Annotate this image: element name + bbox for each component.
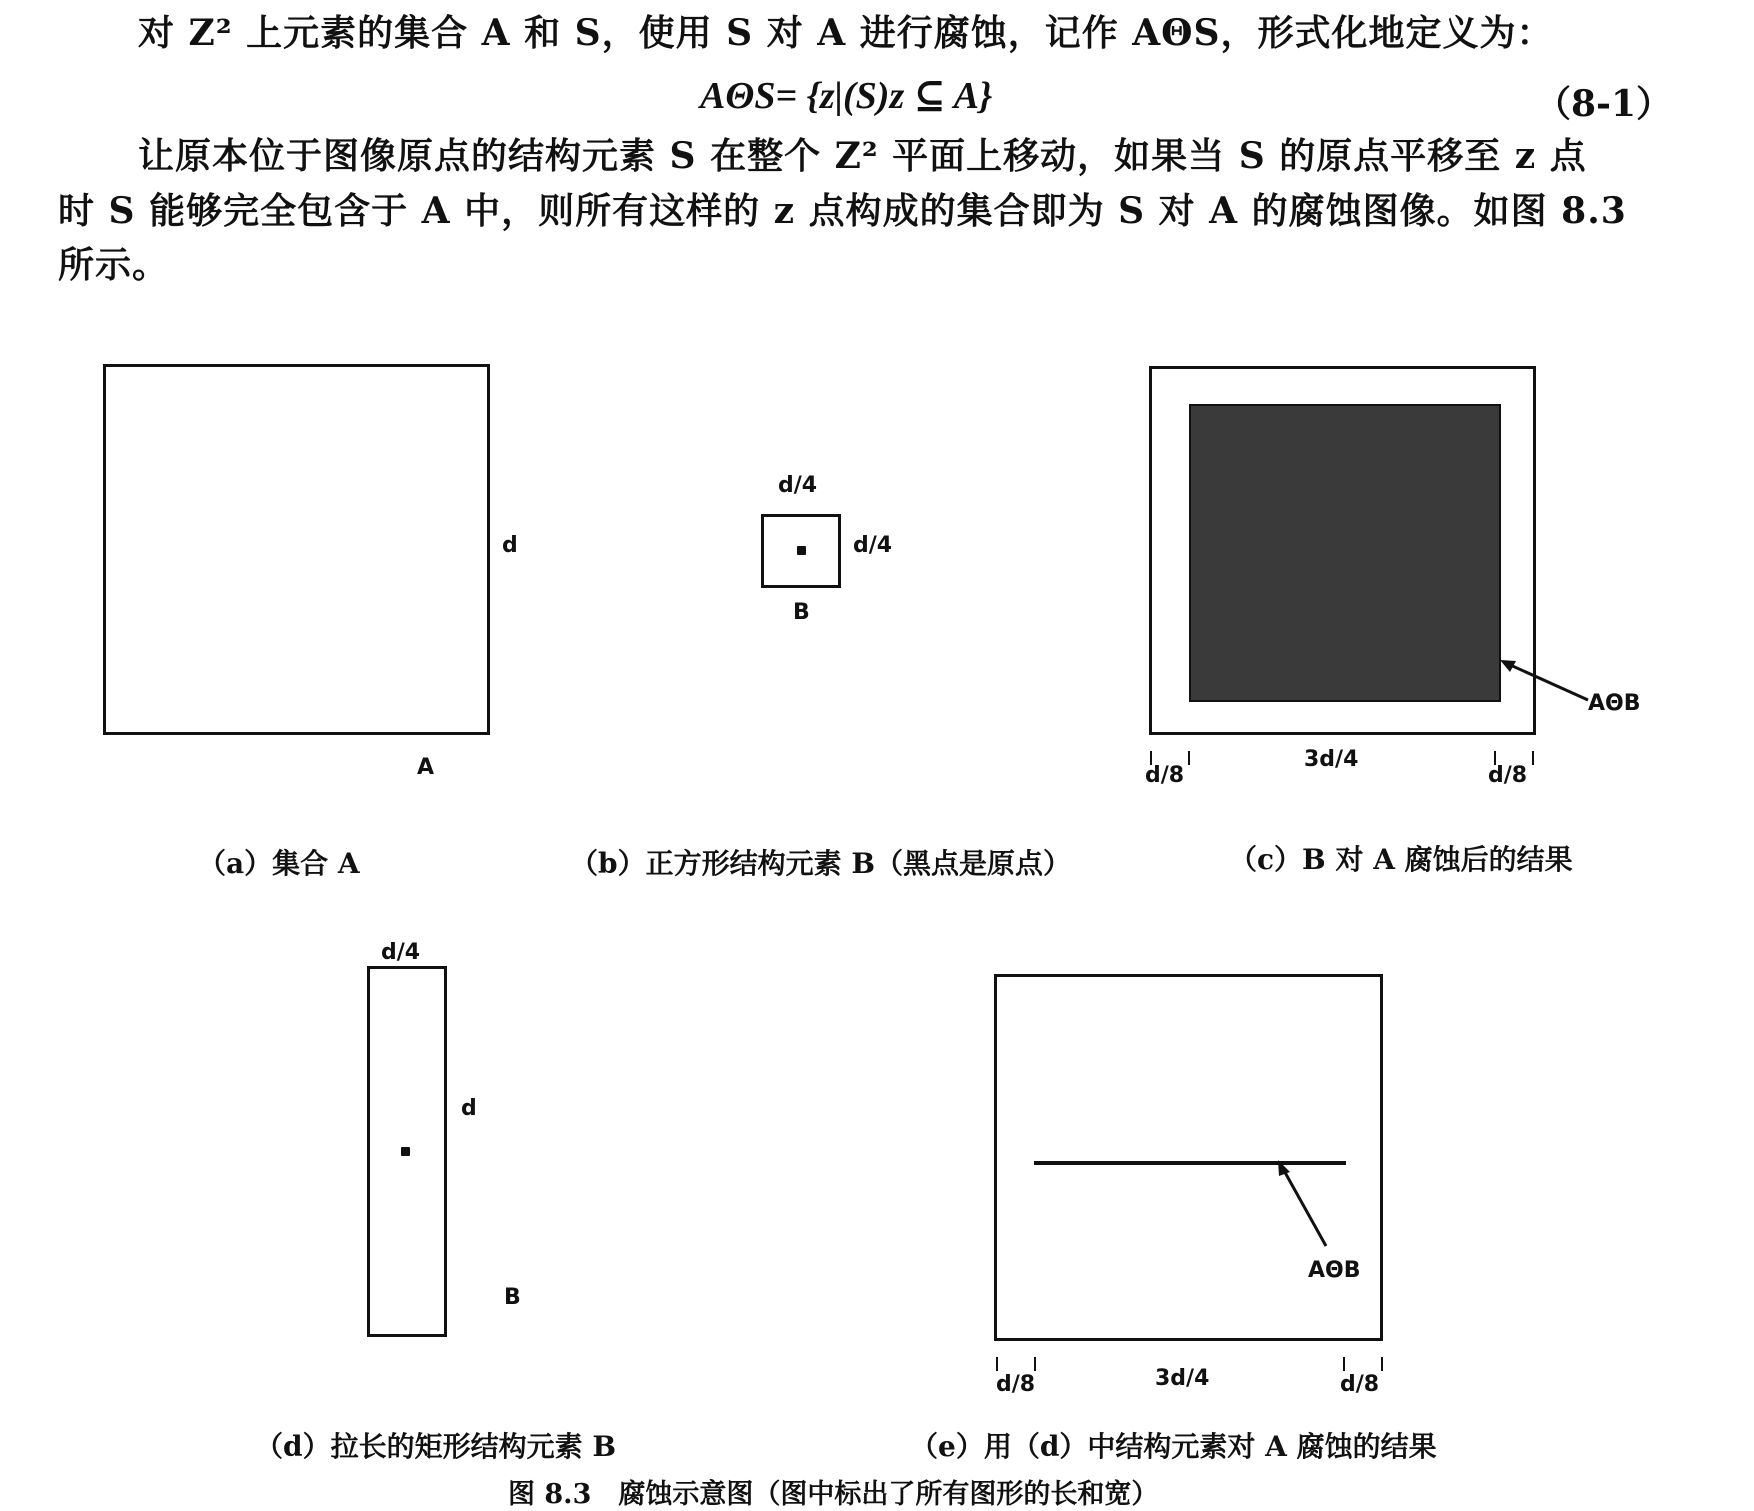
paragraph-definition: 对 Z² 上元素的集合 A 和 S，使用 S 对 A 进行腐蚀，记作 AΘS，形式化地定义为：	[138, 12, 1554, 54]
fig-c-tick	[1532, 751, 1534, 765]
fig-e-pointer-label: AΘB	[1308, 1258, 1361, 1283]
set-a-outline-e	[994, 974, 1383, 1341]
fig-b-caption: （b）正方形结构元素 B（黑点是原点）	[570, 847, 1071, 880]
fig-e-tick	[1034, 1357, 1036, 1371]
fig-a-bottom-label: A	[417, 755, 435, 780]
set-a-square	[103, 364, 490, 735]
fig-c-caption: （c）B 对 A 腐蚀后的结果	[1229, 843, 1573, 876]
paragraph-explanation-line1: 让原本位于图像原点的结构元素 S 在整个 Z² 平面上移动，如果当 S 的原点平移至 z 点	[138, 135, 1587, 177]
fig-c-middle-label: 3d/4	[1304, 747, 1359, 772]
fig-c-right-margin-label: d/8	[1488, 763, 1528, 788]
fig-a-caption: （a）集合 A	[198, 847, 360, 880]
fig-e-right-margin-label: d/8	[1340, 1372, 1380, 1397]
fig-d-side-label: d	[461, 1096, 477, 1121]
origin-dot	[797, 546, 806, 555]
origin-dot	[401, 1147, 410, 1156]
paragraph-explanation-line3: 所示。	[58, 244, 170, 286]
figure-main-caption: 图 8.3 腐蚀示意图（图中标出了所有图形的长和宽）	[508, 1479, 1159, 1510]
fig-e-caption: （e）用（d）中结构元素对 A 腐蚀的结果	[910, 1430, 1437, 1463]
fig-e-middle-label: 3d/4	[1155, 1366, 1210, 1391]
eroded-line-e	[1034, 1161, 1346, 1165]
fig-e-tick	[1343, 1357, 1345, 1371]
fig-e-tick	[1381, 1357, 1383, 1371]
fig-c-left-margin-label: d/8	[1145, 763, 1185, 788]
fig-a-side-label: d	[502, 533, 518, 558]
fig-b-top-label: d/4	[778, 473, 818, 498]
fig-b-bottom-label: B	[793, 600, 810, 625]
erosion-formula: AΘS= {z|(S)z ⊆ A}	[700, 75, 993, 117]
fig-d-caption: （d）拉长的矩形结构元素 B	[255, 1430, 616, 1463]
fig-d-bottom-label: B	[504, 1285, 521, 1310]
fig-c-pointer-label: AΘB	[1588, 691, 1641, 716]
fig-d-top-label: d/4	[381, 940, 421, 965]
eroded-region-c	[1189, 404, 1501, 702]
paragraph-explanation-line2: 时 S 能够完全包含于 A 中，则所有这样的 z 点构成的集合即为 S 对 A 的腐蚀图像。如图 8.3	[58, 190, 1627, 232]
fig-e-left-margin-label: d/8	[996, 1372, 1036, 1397]
fig-e-tick	[996, 1357, 998, 1371]
fig-b-side-label: d/4	[853, 533, 893, 558]
fig-c-tick	[1188, 751, 1190, 765]
equation-number: （8-1）	[1535, 83, 1673, 125]
